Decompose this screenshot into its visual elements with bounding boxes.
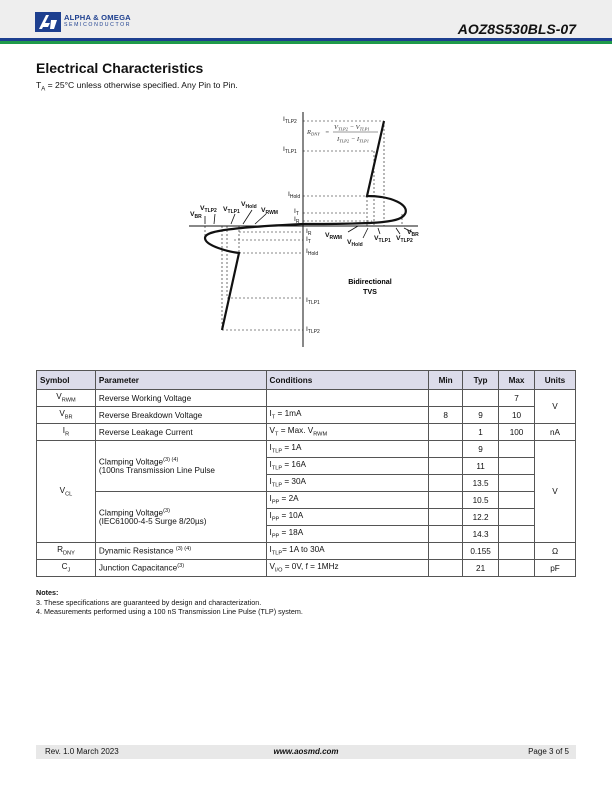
param-vcl-tlp: Clamping Voltage$^{(3) (4)}$ (100ns Transmission Line Pulse [95, 441, 266, 492]
typ-vcl-4: 10.5 [463, 492, 499, 509]
label-vtlp2-right: $V_{TLP2}$ [396, 235, 413, 244]
table-header-row [37, 371, 576, 390]
typ-vcl-6: 14.3 [463, 526, 499, 543]
min-vbr: 8 [429, 407, 463, 424]
label-ir-top: $I_R$ [294, 216, 300, 225]
table-row [37, 424, 576, 441]
col-typ: Typ [463, 371, 499, 390]
max-ir: 100 [499, 424, 535, 441]
cond-vcl-1: $I_{TLP} = 1A$ [266, 441, 429, 458]
cond-ir: $V_T$ = Max. $V_{RWM}$ [266, 424, 429, 441]
col-units: Units [535, 371, 576, 390]
rdny-formula [306, 124, 378, 144]
unit-rdny: Ω [535, 543, 576, 560]
unit-vcl: V [535, 441, 576, 543]
label-ihold-bottom: $I_{Hold}$ [306, 248, 319, 257]
conditions-note: $T_A = 25^\circ C$ unless otherwise specified. Any Pin to Pin. [36, 80, 238, 93]
cond-vcl-5: $I_{PP} = 10A$ [266, 509, 429, 526]
page-number: Page 3 of 5 [528, 747, 569, 756]
electrical-characteristics-table [36, 370, 576, 577]
label-vtlp1-right: $V_{TLP1}$ [374, 235, 391, 244]
label-ihold-top: $I_{Hold}$ [288, 191, 301, 200]
label-itlp1-bottom: $I_{TLP1}$ [306, 297, 320, 306]
col-parameter: Parameter [95, 371, 266, 390]
part-number: AOZ8S530BLS-07 [457, 21, 576, 37]
col-conditions: Conditions [266, 371, 429, 390]
label-vbr-right: $V_{BR}$ [407, 229, 419, 238]
page-title: Electrical Characteristics [36, 60, 204, 76]
cond-rdny: $I_{TLP}= 1A$ to 30A [266, 543, 429, 560]
typ-vcl-2: 11 [463, 458, 499, 475]
table-row [37, 407, 576, 424]
max-vbr: 10 [499, 407, 535, 424]
caption-tvs: TVS [363, 287, 377, 296]
typ-vbr: 9 [463, 407, 499, 424]
param-vrwm: Reverse Working Voltage [95, 390, 266, 407]
typ-vcl-1: 9 [463, 441, 499, 458]
caption-bidirectional: Bidirectional [348, 277, 392, 286]
label-vtlp2-left: $V_{TLP2}$ [200, 205, 217, 214]
svg-text:=: = [325, 129, 330, 136]
svg-text:RDNY: $R_{DNY}$ [307, 129, 320, 137]
website-link[interactable]: www.aosmd.com [273, 747, 339, 756]
param-rdny: Dynamic Resistance $^{(3) (4)}$ [95, 543, 266, 560]
symbol-rdny: $R_{DNY}$ [37, 543, 96, 560]
symbol-vrwm: $V_{RWM}$ [37, 390, 96, 407]
cond-cj: $V_{I/O} = 0V$, f = 1MHz [266, 560, 429, 577]
param-vbr: Reverse Breakdown Voltage [95, 407, 266, 424]
typ-ir: 1 [463, 424, 499, 441]
table-row [37, 492, 576, 509]
symbol-vcl: $V_{CL}$ [37, 441, 96, 543]
col-max: Max [499, 371, 535, 390]
label-vhold-right: $V_{Hold}$ [347, 239, 363, 248]
label-vrwm-right: $V_{RWM}$ [325, 232, 342, 241]
note-4: 4. Measurements performed using a 100 nS Transmission Line Pulse (TLP) system. [36, 607, 303, 617]
cond-vcl-2: $I_{TLP} = 16A$ [266, 458, 429, 475]
label-it-bottom: $I_T$ [306, 236, 311, 245]
param-cj: Junction Capacitance$^{(3)}$ [95, 560, 266, 577]
unit-ir: nA [535, 424, 576, 441]
cond-vbr: $I_T = 1mA$ [266, 407, 429, 424]
symbol-ir: $I_R$ [37, 424, 96, 441]
typ-rdny: 0.155 [463, 543, 499, 560]
typ-cj: 21 [463, 560, 499, 577]
cond-vcl-3: $I_{TLP} = 30A$ [266, 475, 429, 492]
param-vcl-surge: Clamping Voltage$^{(3)}$ (IEC61000-4-5 Surge 8/20µs) [95, 492, 266, 543]
note-3: 3. These specifications are guaranteed by design and characterization. [36, 597, 262, 607]
table-row [37, 560, 576, 577]
logo-name: ALPHA & OMEGA [64, 13, 131, 22]
svg-text:VTLP2 − VTLP1: $V_{TLP2} - V_{TLP1}$ [334, 124, 370, 132]
col-symbol: Symbol [37, 371, 96, 390]
label-ir-bottom: $I_R$ [306, 228, 312, 237]
param-ir: Reverse Leakage Current [95, 424, 266, 441]
label-vbr-left: $V_{BR}$ [190, 211, 202, 220]
logo-tagline: SEMICONDUCTOR [64, 22, 132, 28]
unit-vrwm-vbr: V [535, 390, 576, 424]
notes [36, 588, 303, 617]
max-vrwm: 7 [499, 390, 535, 407]
typ-vcl-3: 13.5 [463, 475, 499, 492]
iv-characteristic-diagram [0, 0, 612, 370]
cond-vcl-6: $I_{PP} = 18A$ [266, 526, 429, 543]
table-row [37, 543, 576, 560]
label-itlp2-top: $I_{TLP2}$ [283, 116, 297, 125]
symbol-cj: $C_J$ [37, 560, 96, 577]
label-it-top: $I_T$ [294, 208, 299, 217]
symbol-vbr: $V_{BR}$ [37, 407, 96, 424]
svg-text:ITLP2 − ITLP1: $I_{TLP2} - I_{TLP1}$ [337, 136, 370, 144]
footer [36, 745, 576, 759]
cond-vcl-4: $I_{PP} = 2A$ [266, 492, 429, 509]
typ-vcl-5: 12.2 [463, 509, 499, 526]
label-itlp2-bottom: $I_{TLP2}$ [306, 326, 320, 335]
notes-title: Notes: [36, 588, 59, 597]
unit-cj: pF [535, 560, 576, 577]
table-row [37, 441, 576, 458]
label-vhold-left: $V_{Hold}$ [241, 201, 257, 210]
col-min: Min [429, 371, 463, 390]
revision: Rev. 1.0 March 2023 [45, 747, 119, 756]
label-itlp1-top: $I_{TLP1}$ [283, 146, 297, 155]
table-row [37, 390, 576, 407]
label-vtlp1-left: $V_{TLP1}$ [223, 206, 240, 215]
label-vrwm-left: $V_{RWM}$ [261, 207, 278, 216]
